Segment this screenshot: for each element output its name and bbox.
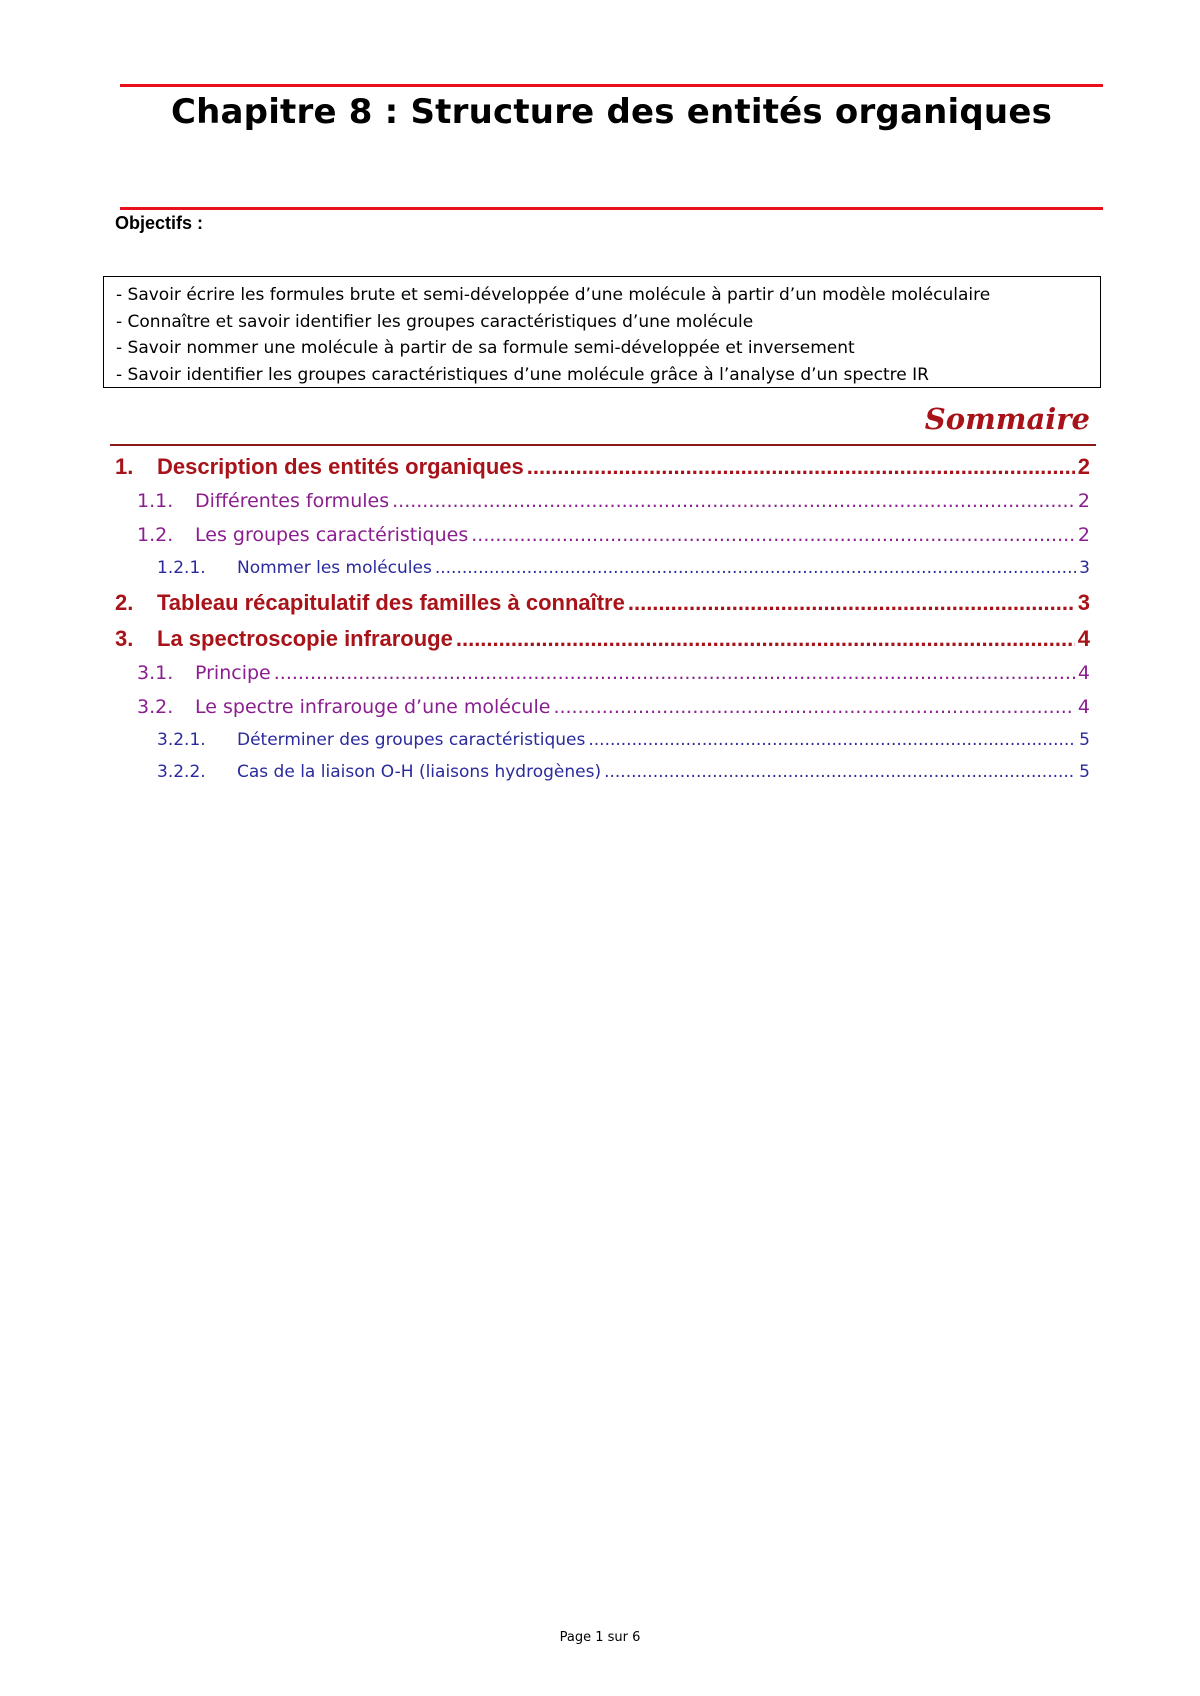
page-footer: Page 1 sur 6 [559, 1630, 641, 1645]
toc-entry[interactable] [110, 484, 1090, 518]
toc-label: Description des entités organiques [157, 454, 524, 479]
toc-page-number: 4 [1077, 696, 1090, 718]
title-top-rule [120, 84, 1103, 87]
toc-page-number: 2 [1077, 454, 1090, 479]
toc-entry[interactable] [110, 450, 1090, 484]
toc-label: Principe [195, 662, 271, 684]
toc-number: 3.2.2. [157, 762, 206, 782]
toc-label: Les groupes caractéristiques [195, 524, 469, 546]
toc-number: 1.2. [137, 524, 174, 546]
toc-entry[interactable] [110, 690, 1090, 724]
toc-page-number: 3 [1077, 590, 1090, 615]
toc-dot-leader [527, 450, 1075, 484]
toc-entry[interactable] [110, 656, 1090, 690]
toc-dot-leader [588, 724, 1076, 756]
toc-label: Différentes formules [195, 490, 390, 512]
toc-number: 3. [115, 626, 134, 651]
toc-entry[interactable] [110, 622, 1090, 656]
toc-page-number: 4 [1077, 626, 1090, 651]
toc-page-number: 2 [1077, 490, 1090, 512]
toc-label: Tableau récapitulatif des familles à connaître [157, 590, 625, 615]
objective-item: - Savoir écrire les formules brute et semi-développée d’une molécule à partir d’un modèle moléculaire [116, 285, 991, 305]
toc-label: Cas de la liaison O-H (liaisons hydrogènes) [237, 762, 602, 782]
toc-number: 1.1. [137, 490, 174, 512]
objectives-box [103, 276, 1101, 388]
page-title: Chapitre 8 : Structure des entités organiques [170, 92, 1053, 132]
toc-number: 3.1. [137, 662, 174, 684]
toc-dot-leader [628, 586, 1075, 620]
toc-entry[interactable] [110, 586, 1090, 620]
toc-dot-leader [471, 518, 1075, 552]
objective-item: - Connaître et savoir identifier les groupes caractéristiques d’une molécule [116, 311, 754, 332]
toc-dot-leader [274, 656, 1075, 690]
toc-dot-leader [604, 756, 1076, 788]
toc-number: 3.2. [137, 696, 174, 718]
toc-number: 3.2.1. [157, 730, 206, 750]
toc-entry[interactable] [110, 756, 1090, 788]
table-of-contents-rule [110, 444, 1096, 446]
toc-number: 1. [115, 454, 134, 479]
toc-number: 2. [115, 590, 134, 615]
toc-number: 1.2.1. [157, 558, 206, 578]
toc-label: Le spectre infrarouge d’une molécule [195, 696, 551, 718]
toc-page-number: 2 [1077, 524, 1090, 546]
toc-page-number: 5 [1079, 762, 1090, 782]
table-of-contents [110, 448, 1090, 788]
title-bottom-rule [120, 207, 1103, 210]
objective-item: - Savoir nommer une molécule à partir de sa formule semi-développée et inversement [116, 338, 855, 358]
toc-label: Nommer les molécules [237, 558, 432, 578]
toc-entry[interactable] [110, 724, 1090, 756]
toc-label: Déterminer des groupes caractéristiques [237, 730, 586, 750]
toc-page-number: 5 [1079, 730, 1090, 750]
table-of-contents-heading: Sommaire [924, 402, 1090, 436]
toc-entry[interactable] [110, 518, 1090, 552]
toc-label: La spectroscopie infrarouge [157, 626, 453, 651]
toc-dot-leader [435, 552, 1076, 584]
toc-dot-leader [553, 690, 1074, 724]
toc-dot-leader [456, 622, 1075, 656]
objectives-label: Objectifs : [115, 213, 204, 233]
toc-page-number: 4 [1077, 662, 1090, 684]
toc-entry[interactable] [110, 552, 1090, 584]
objective-item: - Savoir identifier les groupes caractéristiques d’une molécule grâce à l’analyse d’un spectre IR [116, 364, 929, 385]
toc-dot-leader [392, 484, 1075, 518]
toc-page-number: 3 [1079, 558, 1090, 578]
